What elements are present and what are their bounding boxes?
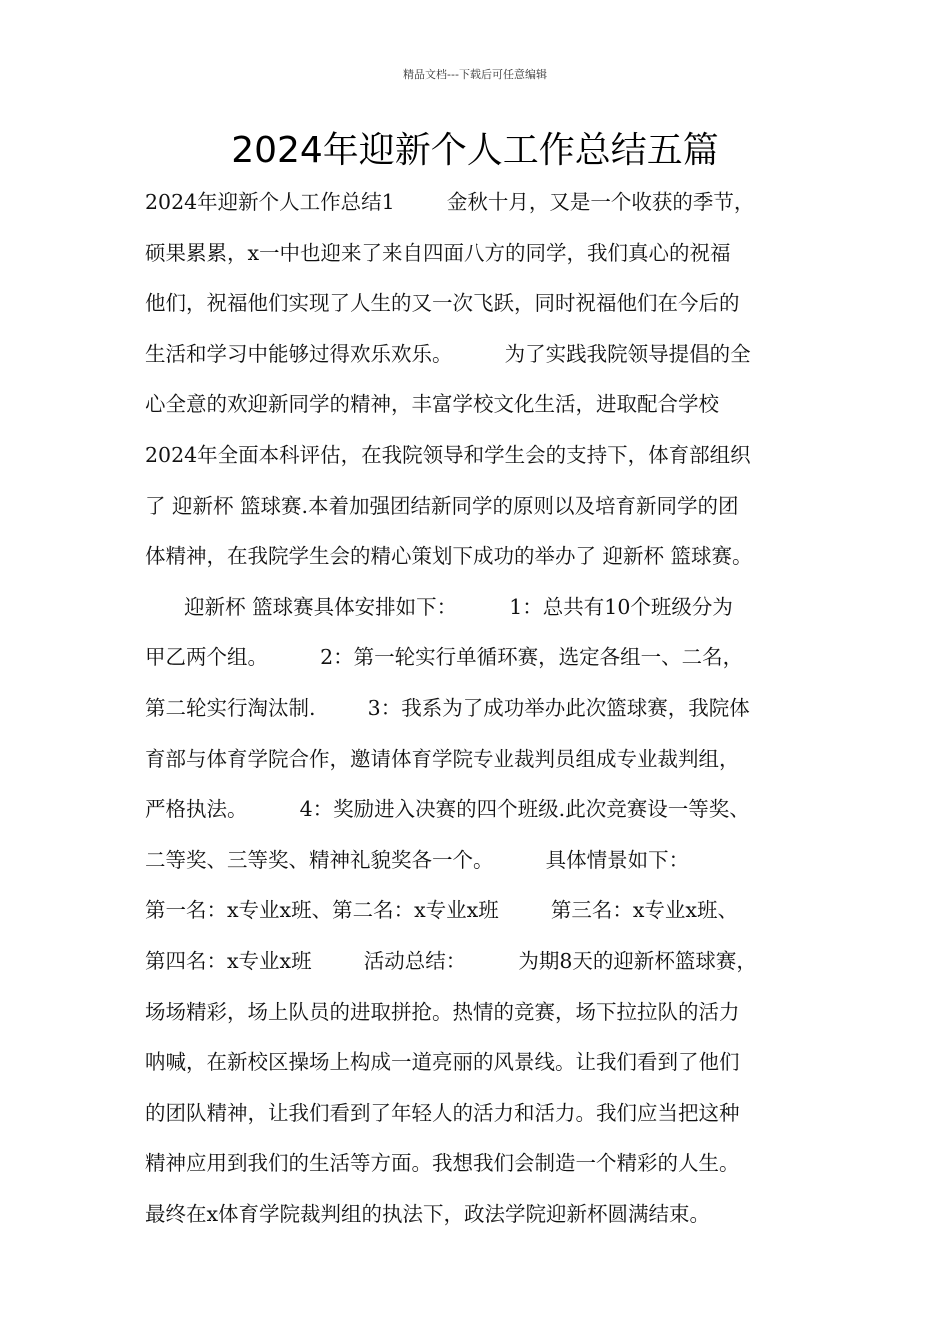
body-line: 迎新杯 篮球赛具体安排如下： 1：总共有10个班级分为	[145, 594, 733, 619]
body-line: 2024年全面本科评估，在我院领导和学生会的支持下，体育部组织	[145, 442, 751, 467]
body-line: 心全意的欢迎新同学的精神，丰富学校文化生活，进取配合学校	[145, 392, 719, 417]
body-line: 二等奖、三等奖、精神礼貌奖各一个。 具体情景如下：	[145, 847, 690, 872]
body-line: 呐喊，在新校区操场上构成一道亮丽的风景线。让我们看到了他们	[145, 1050, 740, 1075]
body-line: 硕果累累，x一中也迎来了来自四面八方的同学，我们真心的祝福	[145, 240, 731, 265]
body-line: 育部与体育学院合作，邀请体育学院专业裁判员组成专业裁判组，	[145, 746, 740, 771]
header-note: 精品文档---下载后可任意编辑	[403, 68, 547, 81]
body-line: 的团队精神，让我们看到了年轻人的活力和活力。我们应当把这种	[145, 1100, 740, 1125]
body-line: 甲乙两个组。 2：第一轮实行单循环赛，选定各组一、二名，	[145, 645, 744, 670]
document-title: 2024年迎新个人工作总结五篇	[231, 130, 719, 171]
document-body	[145, 180, 835, 1242]
body-line: 他们，祝福他们实现了人生的又一次飞跃，同时祝福他们在今后的	[145, 291, 740, 316]
body-line: 体精神，在我院学生会的精心策划下成功的举办了 迎新杯 篮球赛。	[145, 544, 753, 569]
body-line: 场场精彩，场上队员的进取拼抢。热情的竞赛，场下拉拉队的活力	[145, 999, 740, 1024]
body-line: 第二轮实行淘汰制. 3：我系为了成功举办此次篮球赛，我院体	[145, 695, 750, 720]
body-line: 最终在x体育学院裁判组的执法下，政法学院迎新杯圆满结束。	[145, 1201, 711, 1226]
body-line: 生活和学习中能够过得欢乐欢乐。 为了实践我院领导提倡的全	[145, 341, 751, 366]
body-line: 严格执法。 4：奖励进入决赛的四个班级.此次竞赛设一等奖、	[145, 797, 750, 822]
body-line: 2024年迎新个人工作总结1 金秋十月，又是一个收获的季节，	[145, 190, 755, 214]
body-line: 精神应用到我们的生活等方面。我想我们会制造一个精彩的人生。	[145, 1151, 740, 1176]
body-line: 第一名：x专业x班、第二名：x专业x班 第三名：x专业x班、	[145, 898, 738, 923]
body-line: 了 迎新杯 篮球赛.本着加强团结新同学的原则以及培育新同学的团	[145, 493, 739, 518]
body-line: 第四名：x专业x班 活动总结： 为期8天的迎新杯篮球赛，	[145, 948, 757, 973]
